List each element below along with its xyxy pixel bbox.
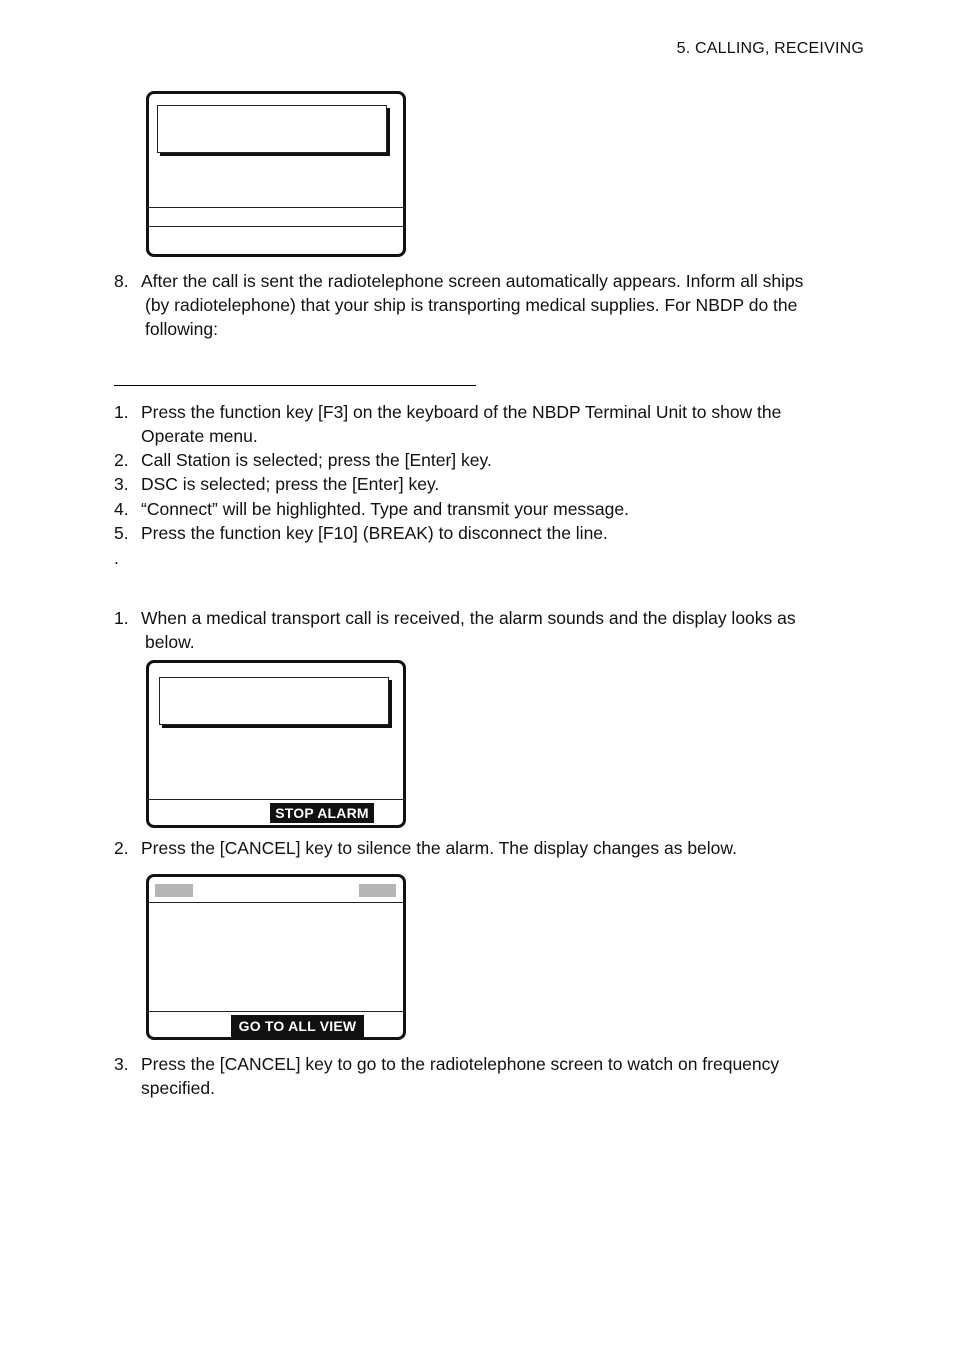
step-number: 1. (114, 402, 129, 422)
dsc-display-screen-sent (146, 91, 406, 257)
step-number: 8. (114, 271, 129, 291)
step-number: 3. (114, 1054, 129, 1074)
message-box (159, 677, 389, 725)
step-text: specified. (141, 1078, 215, 1098)
message-box (157, 105, 387, 153)
step-text: Call Station is selected; press the [Enter] key. (141, 450, 492, 470)
dsc-display-screen-log (146, 874, 406, 1040)
step-text: (by radiotelephone) that your ship is transporting medical supplies. For NBDP do the (145, 295, 798, 315)
divider (149, 226, 403, 227)
step-number: 2. (114, 838, 129, 858)
right-indicator (359, 884, 396, 897)
step-text: After the call is sent the radiotelephone screen automatically appears. Inform all ships (141, 271, 804, 291)
step-number: 1. (114, 608, 129, 628)
nbdp-step-5 (114, 521, 854, 545)
divider (149, 207, 403, 208)
nbdp-step-1 (114, 400, 854, 448)
step-text: below. (145, 632, 195, 652)
nbdp-step-4 (114, 497, 854, 521)
heading-rule (114, 385, 476, 386)
receive-step-3 (114, 1052, 854, 1100)
divider (149, 902, 403, 903)
receive-step-2 (114, 836, 854, 860)
receive-step-1 (114, 606, 854, 654)
step-text: Operate menu. (141, 426, 258, 446)
step-text: Press the [CANCEL] key to silence the alarm. The display changes as below. (141, 838, 737, 858)
section-header: 5. CALLING, RECEIVING (676, 40, 864, 57)
step-number: 5. (114, 523, 129, 543)
divider (149, 799, 403, 800)
step-8 (114, 269, 854, 341)
divider (149, 1011, 403, 1012)
step-number: 2. (114, 450, 129, 470)
step-text: Press the function key [F3] on the keyboard of the NBDP Terminal Unit to show the (141, 402, 782, 422)
dsc-display-screen-alarm (146, 660, 406, 828)
step-text: When a medical transport call is received, the alarm sounds and the display looks as (141, 608, 796, 628)
step-number: 4. (114, 499, 129, 519)
step-text: Press the function key [F10] (BREAK) to disconnect the line. (141, 523, 608, 543)
step-text: Press the [CANCEL] key to go to the radiotelephone screen to watch on frequency (141, 1054, 780, 1074)
step-text: following: (145, 319, 218, 339)
stray-period: . (114, 548, 119, 568)
step-number: 3. (114, 474, 129, 494)
step-text: DSC is selected; press the [Enter] key. (141, 474, 440, 494)
nbdp-step-2 (114, 448, 854, 472)
step-text: “Connect” will be highlighted. Type and transmit your message. (141, 499, 629, 519)
stop-alarm-softkey[interactable]: STOP ALARM (270, 803, 374, 823)
left-indicator (155, 884, 193, 897)
go-to-all-view-softkey[interactable]: GO TO ALL VIEW (231, 1015, 364, 1037)
nbdp-step-3 (114, 472, 854, 496)
